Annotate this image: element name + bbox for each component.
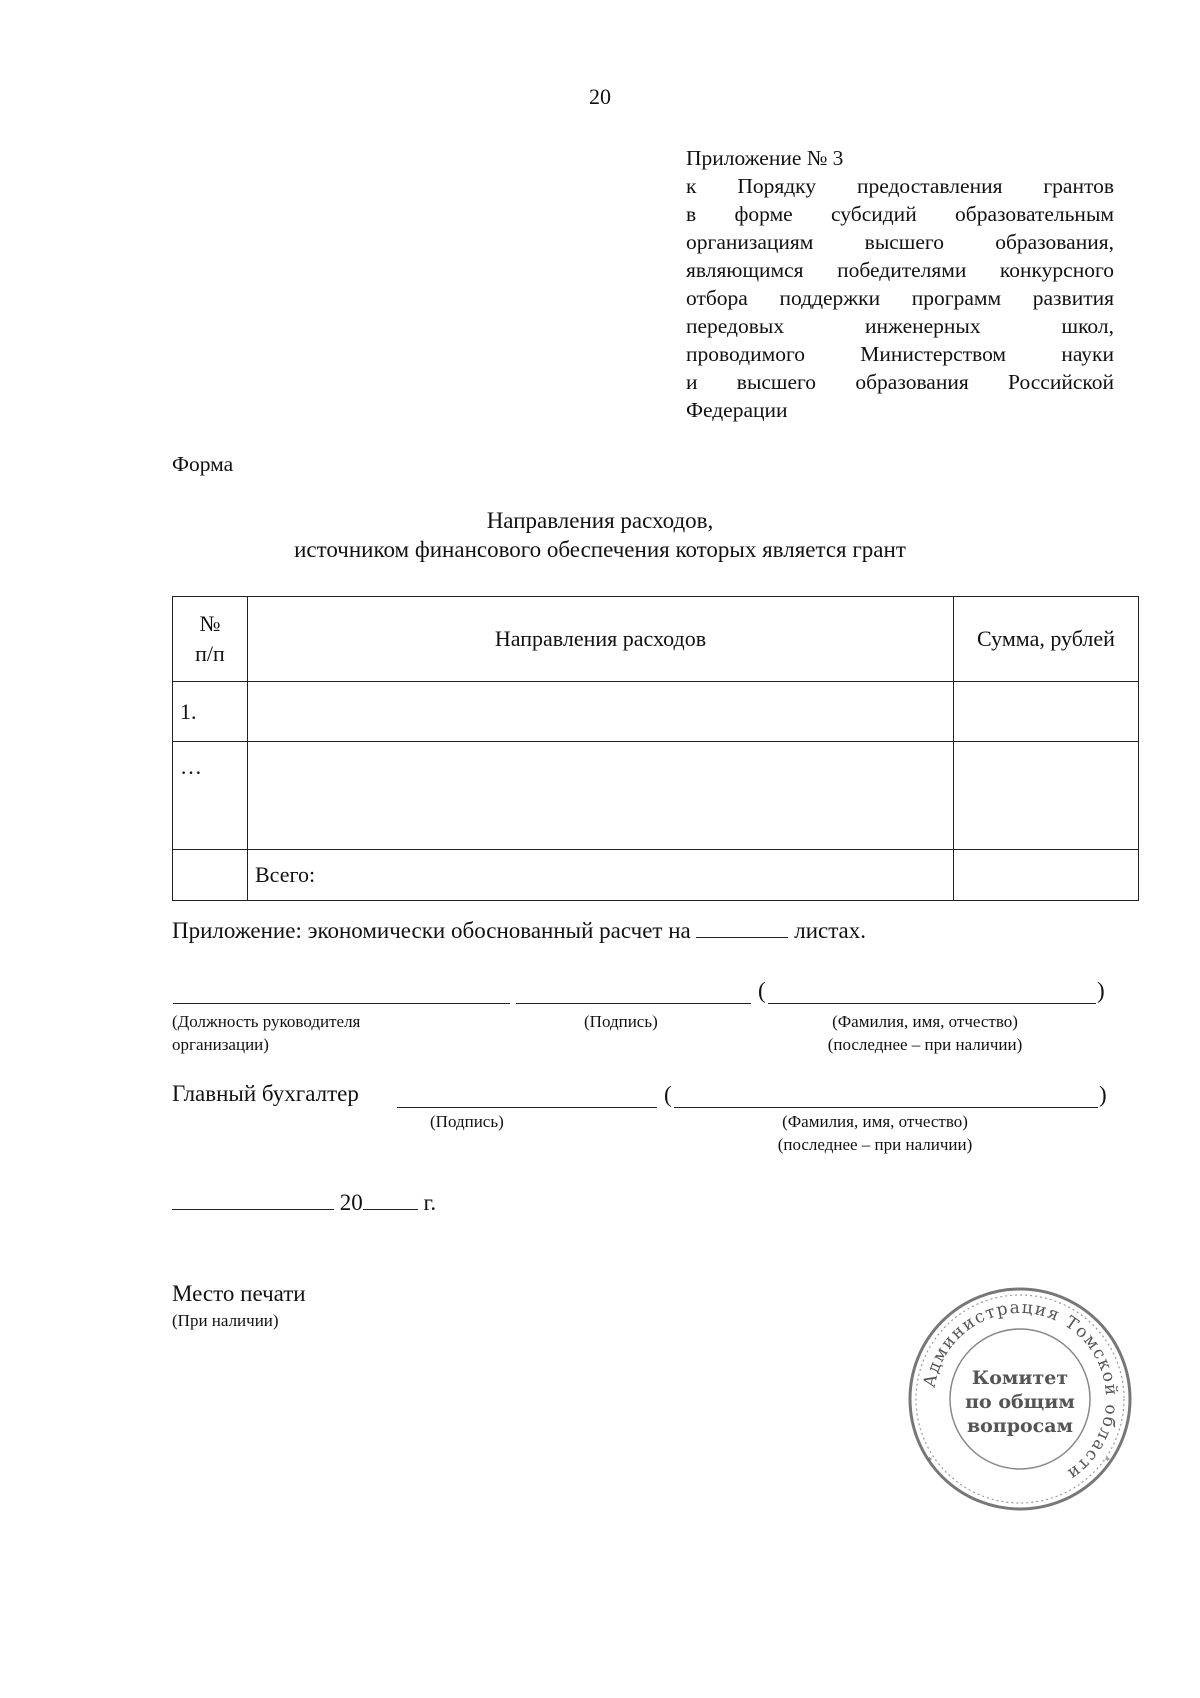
open-paren: ( — [758, 978, 766, 1003]
head-name-line[interactable] — [768, 1003, 1096, 1004]
expenses-table — [172, 596, 1139, 901]
appendix-title: Приложение № 3 — [686, 146, 844, 170]
appendix-line: передовых инженерных школ, — [686, 314, 1114, 338]
page-number: 20 — [589, 84, 611, 109]
header-sum: Сумма, рублей — [954, 597, 1139, 682]
attachment-line: Приложение: экономически обоснованный расчет на листах. — [172, 918, 867, 943]
appendix-line: проводимого Министерством науки — [686, 342, 1114, 366]
seal-place-label: Место печати — [172, 1281, 306, 1306]
close-paren: ) — [1099, 1082, 1107, 1107]
appendix-header — [686, 144, 1114, 424]
stamp-center-line: вопросам — [966, 1415, 1074, 1437]
date-day-month-blank[interactable] — [172, 1191, 334, 1210]
close-paren: ) — [1097, 978, 1105, 1003]
appendix-line: отбора поддержки программ развития — [686, 286, 1114, 310]
table-row — [173, 742, 1139, 850]
date-year-blank[interactable] — [363, 1191, 418, 1210]
row-sum-cell[interactable] — [954, 742, 1139, 850]
appendix-line: и высшего образования Российской — [686, 370, 1114, 394]
row-num-cell: 1. — [173, 682, 248, 742]
table-header-row — [173, 597, 1139, 682]
row-sum-cell[interactable] — [954, 682, 1139, 742]
head-name-caption: (Фамилия, имя, отчество) (последнее – при наличии) — [827, 1012, 1023, 1054]
appendix-line: Федерации — [686, 398, 788, 422]
appendix-line: в форме субсидий образовательным — [686, 202, 1114, 226]
chief-name-caption: (Фамилия, имя, отчество) (последнее – при наличии) — [777, 1112, 973, 1154]
table-row — [173, 682, 1139, 742]
document-subtitle: источником финансового обеспечения которых является грант — [294, 537, 906, 562]
appendix-line: являющимся победителями конкурсного — [686, 258, 1114, 282]
stamp-star: * — [1105, 1456, 1110, 1467]
header-num: № п/п — [173, 597, 248, 682]
stamp-center-line: по общим — [965, 1391, 1075, 1413]
head-signature-line[interactable] — [516, 1003, 751, 1004]
appendix-line: к Порядку предоставления грантов — [686, 174, 1114, 198]
head-position-caption: (Должность руководителя организации) — [172, 1012, 361, 1054]
total-label-cell: Всего: — [248, 850, 954, 901]
chief-signature-line[interactable] — [397, 1107, 657, 1108]
chief-name-line[interactable] — [674, 1107, 1098, 1108]
date-line: 20 г. — [172, 1190, 436, 1216]
stamp-ring-text: Администрация Томской области — [919, 1297, 1122, 1485]
chief-accountant-label: Главный бухгалтер — [172, 1081, 359, 1106]
sheets-count-blank[interactable] — [696, 919, 788, 938]
total-num-cell — [173, 850, 248, 901]
header-direction: Направления расходов — [248, 597, 954, 682]
row-direction-cell[interactable] — [248, 742, 954, 850]
seal-place-note: (При наличии) — [172, 1311, 279, 1330]
form-label: Форма — [172, 452, 234, 476]
appendix-line: организациям высшего образования, — [686, 230, 1114, 254]
table-total-row — [173, 850, 1139, 901]
head-signature-caption: (Подпись) — [584, 1012, 658, 1031]
document-title: Направления расходов, — [486, 508, 714, 533]
head-position-line[interactable] — [173, 1003, 510, 1004]
chief-signature-caption: (Подпись) — [430, 1112, 504, 1131]
row-direction-cell[interactable] — [248, 682, 954, 742]
open-paren: ( — [664, 1082, 672, 1107]
stamp-star: * — [927, 1456, 932, 1467]
total-sum-cell[interactable] — [954, 850, 1139, 901]
row-num-cell: … — [173, 742, 248, 850]
official-stamp — [905, 1284, 1135, 1514]
stamp-center-line: Комитет — [971, 1367, 1069, 1389]
